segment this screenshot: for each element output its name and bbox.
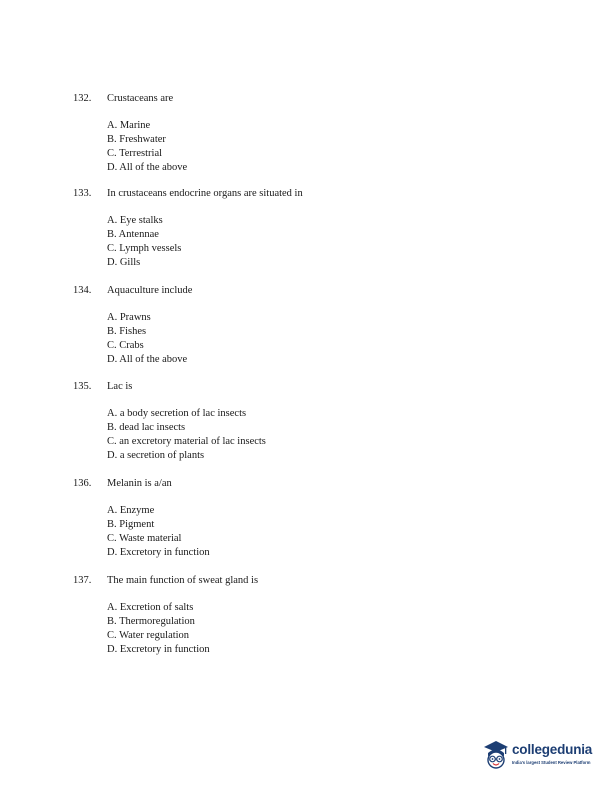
option-d: D. Excretory in function — [107, 547, 210, 558]
logo-brand-text: collegedunia — [512, 742, 593, 757]
question-text: Melanin is a/an — [107, 478, 172, 489]
question-header — [73, 574, 258, 587]
question-header — [73, 92, 187, 105]
question-number: 133. — [73, 188, 92, 199]
option-c: C. Water regulation — [107, 630, 190, 641]
question-137 — [73, 574, 258, 657]
option-a: A. Excretion of salts — [107, 602, 194, 613]
option-c: C. Crabs — [107, 340, 144, 351]
option-a: A. Marine — [107, 120, 151, 131]
option-a: A. Eye stalks — [107, 215, 163, 226]
option-b: B. Freshwater — [107, 134, 166, 145]
question-text: In crustaceans endocrine organs are situated in — [107, 188, 303, 199]
question-header — [73, 187, 303, 200]
question-133 — [73, 187, 303, 270]
option-a: A. a body secretion of lac insects — [107, 408, 247, 419]
option-d: D. All of the above — [107, 162, 188, 173]
option-a: A. Enzyme — [107, 505, 155, 516]
question-number: 137. — [73, 575, 92, 586]
question-header — [73, 477, 210, 490]
options-list — [107, 311, 192, 367]
question-number: 134. — [73, 285, 92, 296]
question-number: 136. — [73, 478, 92, 489]
student-mascot-icon — [482, 738, 510, 774]
option-b: B. Thermoregulation — [107, 616, 195, 627]
question-text: The main function of sweat gland is — [107, 575, 259, 586]
options-list — [107, 601, 258, 657]
option-c: C. Waste material — [107, 533, 182, 544]
option-c: C. Terrestrial — [107, 148, 163, 159]
options-list — [107, 504, 210, 560]
option-b: B. Fishes — [107, 326, 147, 337]
option-d: D. a secretion of plants — [107, 450, 205, 461]
question-text: Crustaceans are — [107, 93, 174, 104]
question-136 — [73, 477, 210, 560]
question-header — [73, 380, 266, 393]
question-number: 132. — [73, 93, 92, 104]
question-text: Lac is — [107, 381, 133, 392]
question-text: Aquaculture include — [107, 285, 193, 296]
option-d: D. All of the above — [107, 354, 188, 365]
option-b: B. dead lac insects — [107, 422, 186, 433]
question-134 — [73, 284, 192, 367]
question-132 — [73, 92, 187, 175]
option-b: B. Antennae — [107, 229, 159, 240]
question-header — [73, 284, 192, 297]
question-135 — [73, 380, 266, 463]
option-c: C. Lymph vessels — [107, 243, 182, 254]
logo-tagline: India's largest Student Review Platform — [512, 760, 591, 765]
question-number: 135. — [73, 381, 92, 392]
options-list — [107, 214, 303, 270]
option-d: D. Gills — [107, 257, 141, 268]
option-a: A. Prawns — [107, 312, 151, 323]
options-list — [107, 407, 266, 463]
option-c: C. an excretory material of lac insects — [107, 436, 266, 447]
option-b: B. Pigment — [107, 519, 155, 530]
option-d: D. Excretory in function — [107, 644, 210, 655]
options-list — [107, 119, 187, 175]
collegedunia-logo — [482, 738, 602, 774]
